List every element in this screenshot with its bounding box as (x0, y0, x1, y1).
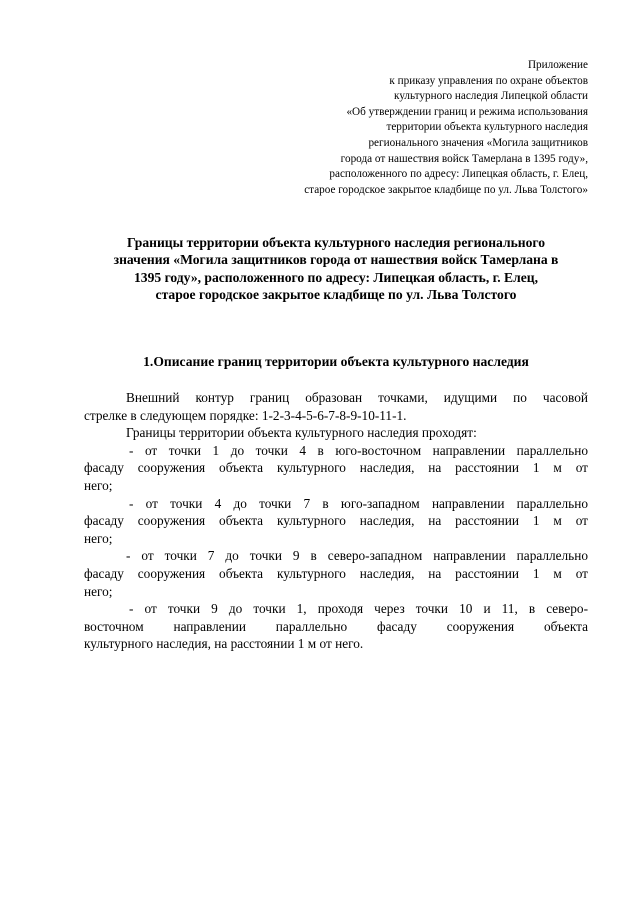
appendix-header (168, 58, 588, 198)
body-line: Внешний контур границ образован точками, идущими по часовой (126, 390, 588, 405)
appendix-line: старое городское закрытое кладбище по ул. Льва Толстого» (304, 183, 588, 196)
body-line: - от точки 4 до точки 7 в юго-западном направлении параллельно (129, 495, 588, 511)
document-title (84, 234, 588, 304)
body-line: культурного наследия, на расстоянии 1 м от него. (84, 636, 364, 652)
body-line: - от точки 7 до точки 9 в северо-западном направлении параллельно (126, 548, 588, 564)
body-line: стрелке в следующем порядке: 1-2-3-4-5-6-7-8-9-10-11-1. (84, 407, 407, 423)
appendix-line: «Об утверждении границ и режима использования (346, 105, 588, 118)
appendix-line: Приложение (527, 59, 588, 71)
body-line: него; (84, 583, 113, 599)
body-line: него; (84, 530, 113, 546)
title-line: старое городское закрытое кладбище по ул. Льва Толстого (155, 287, 517, 303)
body-line: фасаду сооружения объекта культурного наследия, на расстоянии 1 м от (84, 565, 588, 581)
appendix-line: регионального значения «Могила защитников (368, 136, 588, 149)
section-heading: 1.Описание границ территории объекта культурного наследия (143, 354, 529, 369)
body-line: него; (84, 477, 113, 493)
body-line: фасаду сооружения объекта культурного наследия, на расстоянии 1 м от (84, 460, 588, 476)
body-line: Границы территории объекта культурного наследия проходят: (126, 425, 477, 441)
title-line: Границы территории объекта культурного наследия регионального (126, 235, 546, 250)
appendix-line: расположенного по адресу: Липецкая область, г. Елец, (329, 168, 588, 181)
body-line: фасаду сооружения объекта культурного наследия, на расстоянии 1 м от (84, 513, 588, 529)
title-line: значения «Могила защитников города от нашествия войск Тамерлана в (113, 252, 559, 268)
title-line: 1395 году», расположенного по адресу: Липецкая область, г. Елец, (133, 269, 539, 285)
appendix-line: культурного наследия Липецкой области (394, 90, 588, 103)
body-line: - от точки 9 до точки 1, проходя через точки 10 и 11, в северо- (129, 601, 588, 617)
body-line: - от точки 1 до точки 4 в юго-восточном направлении параллельно (129, 442, 588, 458)
appendix-line: города от нашествия войск Тамерлана в 1395 году», (340, 152, 588, 165)
body-line: восточном направлении параллельно фасаду сооружения объекта (84, 618, 588, 634)
appendix-line: к приказу управления по охране объектов (389, 74, 588, 87)
appendix-line: территории объекта культурного наследия (386, 121, 588, 134)
body-text (84, 389, 588, 653)
